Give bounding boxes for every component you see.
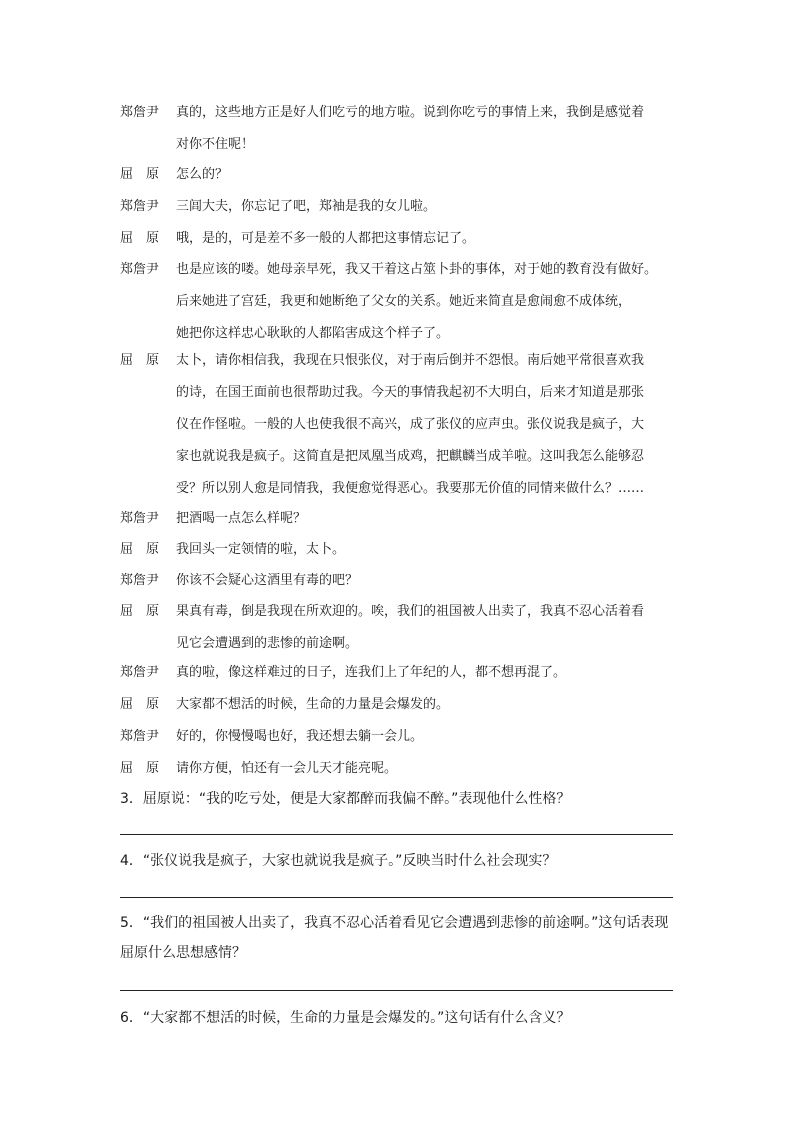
question-text: 5．“我们的祖国被人出卖了，我真不忍心活着看见它会遭遇到悲惨的前途啊。”这句话表现 — [120, 915, 669, 931]
dialogue-line: 真的啦，像这样难过的日子，连我们上了年纪的人，都不想再混了。 — [176, 665, 567, 680]
dialogue-text — [176, 728, 680, 760]
dialogue-text — [176, 572, 680, 604]
dialogue-text — [176, 261, 680, 357]
dialogue-line: 哦，是的，可是差不多一般的人都把这事情忘记了。 — [176, 231, 476, 246]
speaker-name: 屈 原 — [120, 231, 160, 246]
dialogue-text — [176, 696, 680, 728]
speaker-name: 郑詹尹 — [120, 573, 160, 588]
speaker-name: 郑詹尹 — [120, 262, 160, 277]
speaker-name: 屈 原 — [120, 697, 160, 712]
dialogue-text — [176, 352, 680, 512]
dialogue-text — [176, 760, 680, 792]
speaker-name: 屈 原 — [120, 167, 160, 182]
question-text: 6．“大家都不想活的时候，生命的力量是会爆发的。”这句话有什么含义？ — [120, 1010, 571, 1026]
speaker-name: 屈 原 — [120, 604, 160, 619]
dialogue-line: 也是应该的喽。她母亲早死，我又干着这占筮卜卦的事体，对于她的教育没有做好。 — [176, 262, 658, 277]
dialogue-line: 好的，你慢慢喝也好，我还想去躺一会儿。 — [176, 729, 424, 744]
dialogue-line: 大家都不想活的时候，生命的力量是会爆发的。 — [176, 697, 450, 712]
dialogue-line: 三闾大夫，你忘记了吧，郑袖是我的女儿啦。 — [176, 199, 437, 214]
answer-line[interactable] — [120, 834, 673, 835]
speaker-name: 郑詹尹 — [120, 199, 160, 214]
dialogue-line: 后来她进了宫廷，我更和她断绝了父女的关系。她近来简直是愈闹愈不成体统， — [176, 294, 632, 309]
speaker-name: 郑詹尹 — [120, 729, 160, 744]
question-text: 屈原什么思想感情？ — [120, 945, 246, 961]
dialogue-text — [176, 541, 680, 573]
question-5 — [120, 914, 680, 974]
dialogue-line: 请你方便，怕还有一会儿天才能亮呢。 — [176, 761, 398, 776]
question-3 — [120, 790, 680, 820]
speaker-name: 屈 原 — [120, 761, 160, 776]
question-text: 4．“张仪说我是疯子，大家也就说我是疯子。”反映当时什么社会现实？ — [120, 853, 557, 869]
question-6 — [120, 1009, 680, 1039]
dialogue-line: 你该不会疑心这酒里有毒的吧？ — [176, 573, 359, 588]
speaker-name: 屈 原 — [120, 542, 160, 557]
dialogue-text — [176, 198, 680, 230]
dialogue-line: 太卜，请你相信我，我现在只恨张仪，对于南后倒并不怨恨。南后她平常很喜欢我 — [176, 353, 645, 368]
dialogue-line: 真的，这些地方正是好人们吃亏的地方啦。说到你吃亏的事情上来，我倒是感觉着 — [176, 105, 645, 120]
dialogue-line: 我回头一定领情的啦，太卜。 — [176, 542, 346, 557]
dialogue-line: 把酒喝一点怎么样呢？ — [176, 511, 307, 526]
dialogue-line: 家也就说我是疯子。这简直是把凤凰当成鸡，把麒麟当成羊啦。这叫我怎么能够忍 — [176, 449, 645, 464]
dialogue-text — [176, 230, 680, 262]
speaker-name: 屈 原 — [120, 353, 160, 368]
question-text: 3．屈原说：“我的吃亏处，便是大家都醉而我偏不醉。”表现他什么性格？ — [120, 791, 571, 807]
dialogue-line: 她把你这样忠心耿耿的人都陷害成这个样子了。 — [176, 326, 450, 341]
speaker-name: 郑詹尹 — [120, 665, 160, 680]
answer-line[interactable] — [120, 897, 673, 898]
speaker-name: 郑詹尹 — [120, 105, 160, 120]
dialogue-line: 果真有毒，倒是我现在所欢迎的。唉，我们的祖国被人出卖了，我真不忍心活着看 — [176, 604, 645, 619]
dialogue-text — [176, 603, 680, 667]
dialogue-text — [176, 664, 680, 696]
dialogue-line: 受？所以别人愈是同情我，我便愈觉得恶心。我要那无价值的同情来做什么？…… — [176, 481, 645, 496]
dialogue-text — [176, 166, 680, 198]
question-4 — [120, 852, 680, 882]
dialogue-line: 见它会遭遇到的悲惨的前途啊。 — [176, 636, 359, 651]
speaker-name: 郑詹尹 — [120, 511, 160, 526]
dialogue-line: 的诗，在国王面前也很帮助过我。今天的事情我起初不大明白，后来才知道是那张 — [176, 385, 645, 400]
dialogue-text — [176, 104, 680, 168]
dialogue-text — [176, 510, 680, 542]
dialogue-line: 对你不住呢！ — [176, 137, 255, 152]
dialogue-line: 怎么的？ — [176, 167, 229, 182]
dialogue-line: 仪在作怪啦。一般的人也使我很不高兴，成了张仪的应声虫。张仪说我是疯子，大 — [176, 417, 645, 432]
answer-line[interactable] — [120, 990, 673, 991]
